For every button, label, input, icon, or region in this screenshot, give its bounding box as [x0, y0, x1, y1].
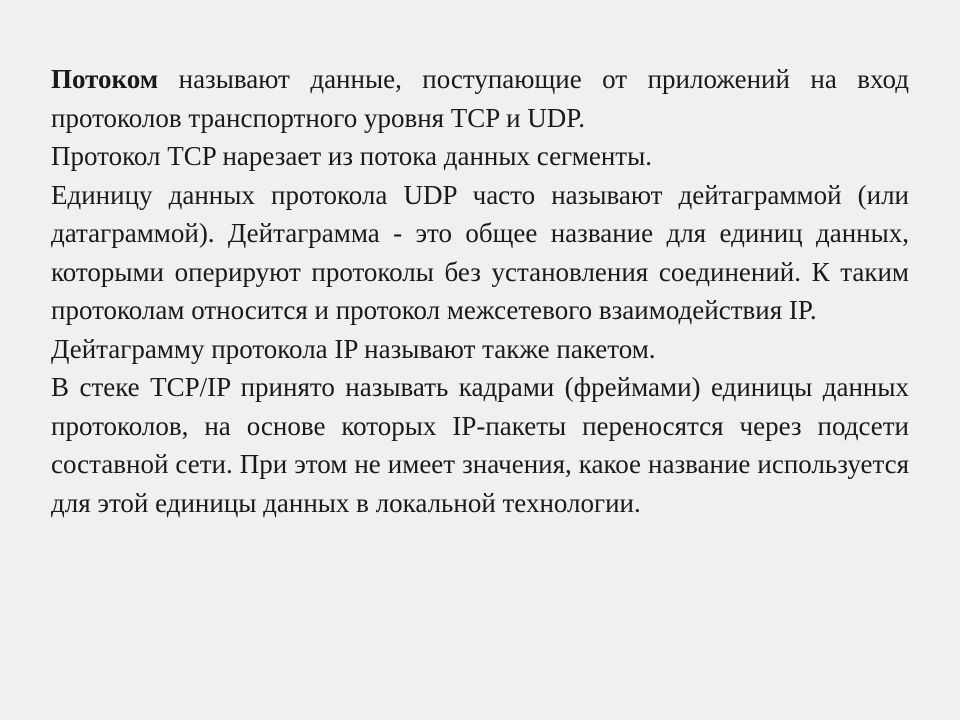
term-stream: Потоком: [51, 64, 159, 94]
paragraph-tcp-segments: [51, 137, 909, 176]
paragraph-text: Единицу данных протокола UDP часто называют дейтаграммой (или датаграммой). Дейтаграмма - это общее название для единиц данных, которыми оперируют протоколы без установления соединений. К таким протоколам относится и протокол межсетевого взаимодействия IP.: [51, 179, 909, 325]
paragraph-text: Дейтаграмму протокола IP называют также пакетом.: [51, 333, 656, 364]
paragraph-text: В стеке TCP/IP принято называть кадрами (фреймами) единицы данных протоколов, на основе которых IP-пакеты переносятся через подсети составной сети. При этом не имеет значения, какое название используется для этой единицы данных в локальной технологии.: [51, 372, 909, 518]
paragraph-frames: [51, 368, 909, 522]
paragraph-text: Протокол TCP нарезает из потока данных сегменты.: [51, 141, 652, 171]
paragraph-stream-definition: [51, 60, 909, 137]
paragraph-text: называют данные, поступающие от приложений на вход протоколов транспортного уровня TCP и UDP.: [51, 64, 909, 133]
slide-body: [51, 60, 909, 522]
paragraph-ip-packet: [51, 330, 909, 369]
paragraph-udp-datagram: [51, 176, 909, 330]
